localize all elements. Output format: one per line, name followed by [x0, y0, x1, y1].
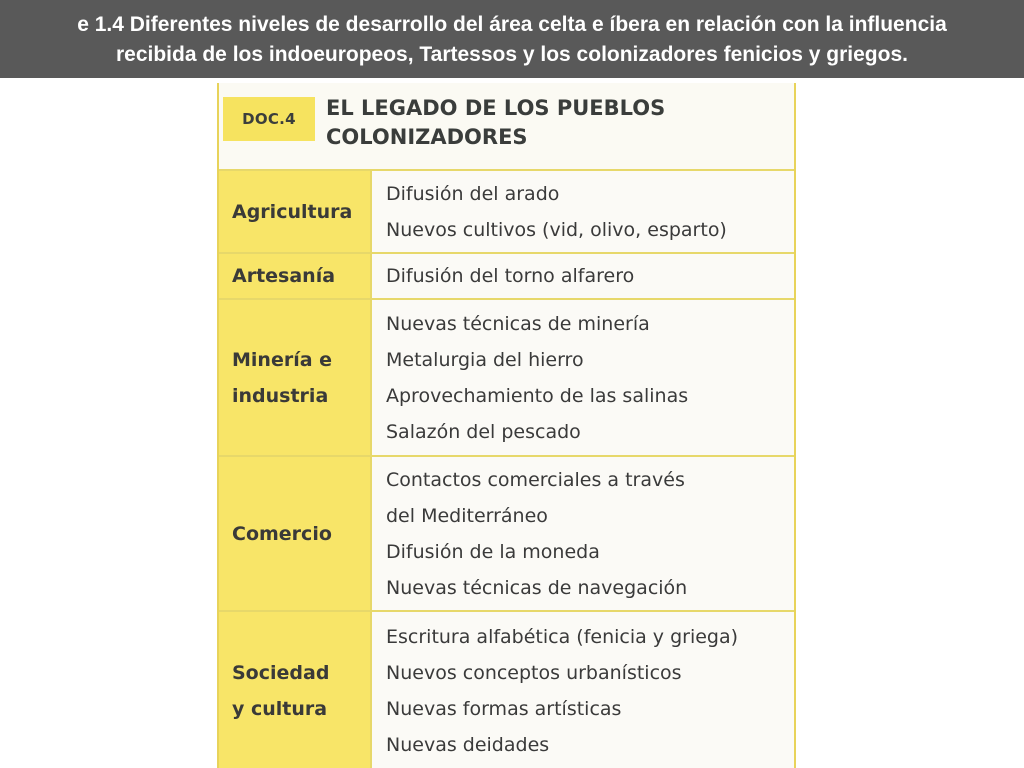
list-item: Nuevos conceptos urbanísticos [386, 662, 682, 684]
list-item: Metalurgia del hierro [386, 348, 584, 371]
category-line-1: Sociedad [232, 662, 330, 684]
list-item: Contactos comerciales a través [386, 468, 685, 491]
items-cell [370, 457, 794, 610]
list-item: Salazón del pescado [386, 420, 581, 443]
list-item: del Mediterráneo [386, 504, 548, 527]
table-row-mineria-industria [219, 298, 794, 455]
slide-caption-band [0, 0, 1024, 78]
list-item: Difusión de la moneda [386, 540, 600, 563]
table-row-sociedad-cultura [219, 610, 794, 768]
list-item: Nuevas formas artísticas [386, 698, 622, 720]
list-item: Difusión del arado [386, 182, 560, 205]
items-cell [370, 300, 794, 455]
items-cell [370, 254, 794, 298]
doc-badge: DOC.4 [223, 97, 315, 141]
table-row-artesania [219, 252, 794, 298]
list-item: Nuevos cultivos (vid, olivo, esparto) [386, 218, 727, 241]
items-cell [370, 612, 794, 768]
slide-caption [77, 10, 947, 70]
items-cell [370, 171, 794, 252]
category-cell: Comercio [219, 457, 370, 610]
list-item: Aprovechamiento de las salinas [386, 384, 689, 407]
doc-title-line-2: COLONIZADORES [326, 125, 528, 149]
document-header [219, 83, 794, 169]
list-item: Nuevas técnicas de navegación [386, 576, 688, 599]
category-line-1: Minería e [232, 348, 333, 371]
doc-title [326, 94, 746, 152]
category-cell: Artesanía [219, 254, 370, 298]
category-cell [219, 300, 370, 455]
category-line-2: y cultura [232, 698, 328, 720]
doc-title-line-1: EL LEGADO DE LOS PUEBLOS [326, 96, 666, 120]
legacy-table [219, 169, 794, 768]
list-item: Nuevas técnicas de minería [386, 312, 650, 335]
category-cell [219, 612, 370, 768]
table-row-agricultura [219, 169, 794, 252]
document-image [217, 83, 796, 768]
list-item: Nuevas deidades [386, 734, 550, 756]
category-cell: Agricultura [219, 171, 370, 252]
list-item: Difusión del torno alfarero [386, 265, 635, 287]
category-line-2: industria [232, 384, 329, 407]
list-item: Escritura alfabética (fenicia y griega) [386, 626, 739, 648]
slide-caption-line-2: recibida de los indoeuropeos, Tartessos y los colonizadores fenicios y griegos. [115, 43, 908, 66]
table-row-comercio [219, 455, 794, 610]
slide-caption-line-1: e 1.4 Diferentes niveles de desarrollo del área celta e íbera en relación con la influencia [77, 13, 947, 36]
